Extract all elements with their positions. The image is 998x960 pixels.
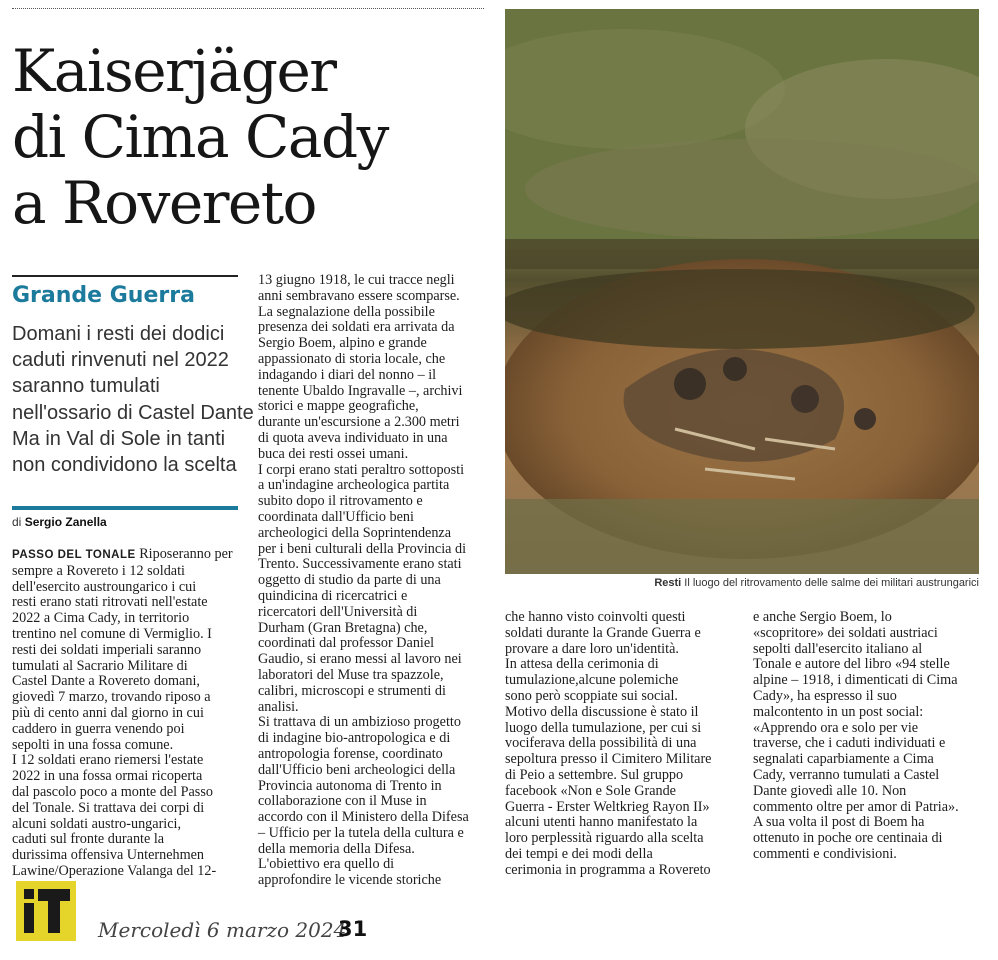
body-line: Guerra - Erster Weltkrieg Rayon II» — [505, 798, 710, 815]
body-line: sepolti dall'esercito italiano al — [753, 640, 923, 657]
byline-author: Sergio Zanella — [24, 515, 107, 529]
body-line: buca dei resti ossei umani. — [258, 445, 409, 462]
body-line: Cady, verranno tumulati a Castel — [753, 766, 940, 783]
body-line: 13 giugno 1918, le cui tracce negli — [258, 272, 455, 288]
page-number: 31 — [338, 917, 368, 941]
deck-line: non condividono la scelta — [12, 454, 237, 477]
body-line: ottenuto in poche ore centinaia di — [753, 830, 943, 847]
body-line: antropologia forense, coordinato — [258, 745, 443, 762]
body-line: «scopritore» dei soldati austriaci — [753, 624, 938, 641]
deck-line: Ma in Val di Sole in tanti — [12, 427, 226, 450]
body-line: 2022 a Cima Cady, in territorio — [12, 610, 190, 627]
body-line: analisi. — [258, 698, 299, 715]
body-line: dal pascolo poco a monte del Passo — [12, 783, 213, 800]
headline — [12, 38, 487, 236]
body-line: loro perplessità riguardo alla scelta — [505, 830, 704, 847]
body-line: archeologici della Soprintendenza — [258, 524, 452, 541]
logo-mark-icon — [16, 881, 76, 941]
body-line: sepoltura presso il Cimitero Militare — [505, 751, 712, 768]
body-line: che hanno visto coinvolti questi — [505, 609, 686, 625]
body-line: approfondire le vicende storiche — [258, 872, 442, 889]
deck-line: Domani i resti dei dodici — [12, 323, 225, 345]
issue-date: Mercoledì 6 marzo 2024 — [98, 918, 347, 942]
headline-line: di Cima Cady — [12, 103, 388, 171]
body-column-3 — [505, 610, 737, 879]
body-line: Motivo della discussione è stato il — [505, 703, 699, 720]
body-line: sepolti in una fossa comune. — [12, 736, 174, 753]
body-line: accordo con il Ministero della Difesa — [258, 809, 469, 826]
body-line: anni sembravano essere scomparse. — [258, 287, 460, 304]
body-line: Durham (Gran Bretagna) che, — [258, 619, 428, 636]
caption-label: Resti — [654, 577, 682, 589]
body-line: alcuni utenti hanno manifestato la — [505, 814, 698, 831]
body-line: tumulazione,alcune polemiche — [505, 672, 679, 689]
body-line: resti erano stati ritrovati nell'estate — [12, 594, 208, 611]
deck-line: caduti rinvenuti nel 2022 — [12, 349, 229, 372]
body-line: presenza dei soldati era arrivata da — [258, 319, 455, 336]
body-line: di quota aveva individuato in una — [258, 429, 448, 446]
body-line: del Tonale. Si trattava dei corpi di — [12, 799, 205, 816]
body-line: più di cento anni dal giorno in cui — [12, 704, 204, 721]
byline-prefix: di — [12, 515, 22, 529]
body-line: calibri, microscopi e strumenti di — [258, 682, 446, 699]
body-line: tenente Ubaldo Ingravalle –, archivi — [258, 382, 463, 399]
body-line: durante un'escursione a 2.300 metri — [258, 414, 460, 431]
top-dotted-rule — [12, 8, 484, 9]
body-line: appassionato di storia locale, che — [258, 350, 446, 367]
body-line — [12, 547, 242, 564]
body-line: luogo della tumulazione, per cui si — [505, 719, 702, 736]
body-line: resti dei soldati imperiali saranno — [12, 641, 202, 658]
body-line: dell'esercito austroungarico i cui — [12, 578, 197, 595]
body-line: durissima offensiva Unternehmen — [12, 847, 205, 864]
body-line: commento oltre per amor di Patria». — [753, 798, 959, 815]
body-line: commenti e condivisioni. — [753, 845, 897, 862]
body-line: trentino nel comune di Vermiglio. I — [12, 625, 212, 642]
body-line: facebook «Non e Sole Grande — [505, 782, 676, 799]
body-column-2 — [258, 273, 490, 889]
body-line-text: Riposeranno per — [139, 546, 233, 562]
body-line: collaborazione con il Muse in — [258, 793, 427, 810]
headline-line: Kaiserjäger — [12, 37, 336, 105]
body-line: sempre a Rovereto i 12 soldati — [12, 562, 185, 579]
body-line: laboratori del Muse tra spazzole, — [258, 666, 444, 683]
body-line: Si trattava di un ambizioso progetto — [258, 714, 461, 731]
body-line: storici e mappe geografiche, — [258, 398, 419, 415]
body-line: di indagine bio-antropologica e di — [258, 730, 451, 747]
headline-line: a Rovereto — [12, 169, 316, 237]
newspaper-logo — [16, 881, 76, 941]
body-column-4 — [753, 610, 985, 863]
byline — [12, 515, 107, 529]
body-line: I 12 soldati erano riemersi l'estate — [12, 752, 204, 769]
body-line: dall'Ufficio beni archeologici della — [258, 761, 456, 778]
body-line: alpine – 1918, i dimenticati di Cima — [753, 672, 958, 689]
body-line: L'obiettivo era quello di — [258, 856, 395, 873]
photo-caption — [505, 577, 979, 589]
body-line: della memoria della Difesa. — [258, 840, 415, 857]
body-line: Tonale e autore del libro «94 stelle — [753, 656, 950, 673]
body-line: «Apprendo ora e solo per vie — [753, 719, 919, 736]
body-line: caduti sul fronte durante la — [12, 831, 165, 848]
body-line: tumulati al Sacrario Militare di — [12, 657, 188, 674]
body-line: La segnalazione della possibile — [258, 303, 435, 320]
body-line: oggetto di studio da parte di una — [258, 572, 441, 589]
deck-subheading — [12, 321, 254, 478]
body-line: In attesa della cerimonia di — [505, 656, 659, 673]
body-line: alcuni soldati austro-ungarici, — [12, 815, 182, 832]
body-line: I corpi erano stati peraltro sottoposti — [258, 461, 465, 478]
body-line: Provincia autonoma di Trento in — [258, 777, 442, 794]
body-line: subito dopo il ritrovamento e — [258, 493, 423, 510]
kicker-rule — [12, 275, 238, 277]
section-kicker: Grande Guerra — [12, 283, 195, 308]
body-line: a un'indagine archeologica partita — [258, 477, 450, 494]
body-line: Trento. Successivamente erano stati — [258, 556, 462, 573]
deck-line: saranno tumulati — [12, 375, 160, 398]
body-line: quindicina di ricercatrici e — [258, 587, 408, 604]
dateline: PASSO DEL TONALE — [12, 549, 136, 561]
body-line: cerimonia in programma a Rovereto — [505, 861, 711, 878]
body-line: coordinata dall'Ufficio beni — [258, 508, 414, 525]
caption-text: Il luogo del ritrovamento delle salme dei militari austrungarici — [684, 577, 979, 589]
byline-rule — [12, 506, 238, 510]
body-line: dei tempi e dei modi della — [505, 845, 653, 862]
body-line: provare a dare loro un'identità. — [505, 640, 679, 657]
body-line: ricercatori dell'Università di — [258, 603, 418, 620]
body-line: giovedì 7 marzo, trovando riposo a — [12, 689, 211, 706]
body-line: sono però scoppiate sui social. — [505, 687, 678, 704]
body-line: traverse, che i caduti individuati e — [753, 735, 946, 752]
body-line: Castel Dante a Rovereto domani, — [12, 673, 200, 690]
body-line: caddero in guerra venendo poi — [12, 720, 185, 737]
body-line: A sua volta il post di Boem ha — [753, 814, 925, 831]
body-line: Lawine/Operazione Valanga del 12- — [12, 862, 217, 879]
deck-line: nell'ossario di Castel Dante — [12, 401, 254, 424]
body-line: coordinati dal professor Daniel — [258, 635, 435, 652]
body-line: Sergio Boem, alpino e grande — [258, 335, 427, 352]
article-photo — [505, 9, 979, 574]
body-line: soldati durante la Grande Guerra e — [505, 624, 701, 641]
body-line: Gaudio, si erano messi al lavoro nei — [258, 651, 462, 668]
body-line: – Ufficio per la tutela della cultura e — [258, 824, 464, 841]
body-line: Cady», ha espresso il suo — [753, 687, 897, 704]
body-line: di Peio a settembre. Sul gruppo — [505, 766, 684, 783]
body-line: per i beni culturali della Provincia di — [258, 540, 467, 557]
body-line: segnalati caparbiamente a Cima — [753, 751, 934, 768]
photo-illustration — [505, 9, 979, 574]
body-line: Dante giovedì alle 10. Non — [753, 782, 907, 799]
body-line: 2022 in una fossa ormai ricoperta — [12, 768, 203, 785]
body-column-1 — [12, 547, 242, 880]
body-line: malcontento in un post social: — [753, 703, 924, 720]
body-line: indagando i diari del nonno – il — [258, 366, 437, 383]
body-line: vociferava della possibilità di una — [505, 735, 697, 752]
body-line: e anche Sergio Boem, lo — [753, 609, 892, 625]
